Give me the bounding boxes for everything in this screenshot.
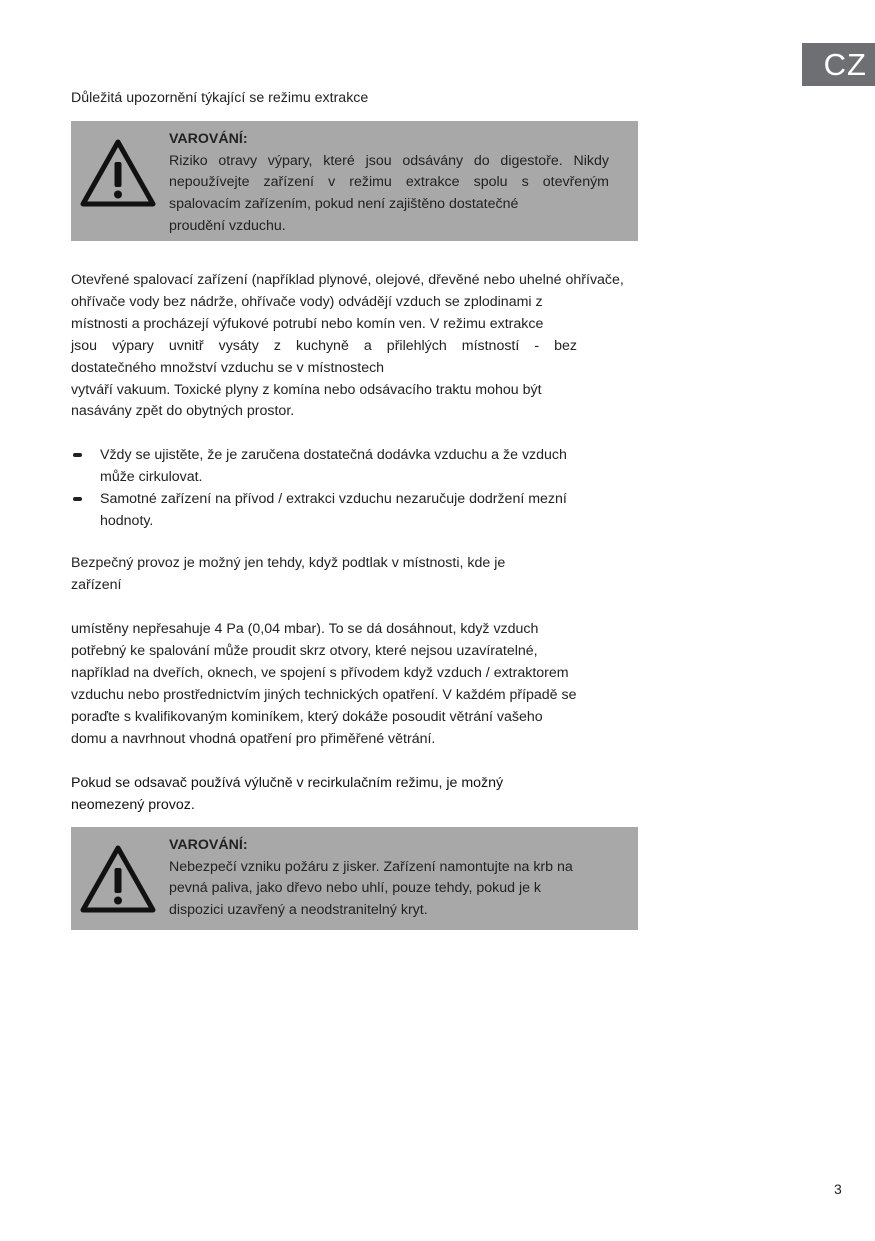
text-line: Otevřené spalovací zařízení (například plynové, olejové, dřevěné nebo uhelné ohřívače, <box>71 272 624 288</box>
text-line: potřebný ke spalování může proudit skrz otvory, které nejsou uzavíratelné, <box>71 642 538 659</box>
text-line: vzduchu nebo prostřednictvím jiných technických opatření. V každém případě se <box>71 686 577 703</box>
warning-title: VAROVÁNÍ: <box>169 131 248 147</box>
text-line: Samotné zařízení na přívod / extrakci vzduchu nezaručuje dodržení mezní <box>100 491 567 507</box>
text-line: poraďte s kvalifikovaným kominíkem, který dokáže posoudit větrání vašeho <box>71 708 543 725</box>
text-line: například na dveřích, oknech, ve spojení s přívodem když vzduch / extraktorem <box>71 664 569 681</box>
bullet-icon <box>73 497 82 501</box>
warning-triangle-icon <box>79 138 157 208</box>
text-line: neomezený provoz. <box>71 796 195 813</box>
paragraph-combustion <box>71 270 661 423</box>
warning-line: proudění vzduchu. <box>169 217 286 234</box>
text-line: Bezpečný provoz je možný jen tehdy, když podtlak v místnosti, kde je <box>71 555 506 571</box>
warning-triangle-icon <box>79 844 157 914</box>
text-line: Pokud se odsavač používá výlučně v recirkulačním režimu, je možný <box>71 775 504 791</box>
text-line: hodnoty. <box>100 513 154 529</box>
warning-line: Riziko otravy výpary, které jsou odsávány do digestoře. Nikdy <box>169 152 609 169</box>
warning-line: Nebezpečí vzniku požáru z jisker. Zařízení namontujte na krb na <box>169 858 573 875</box>
text-line: vytváří vakuum. Toxické plyny z komína nebo odsávacího traktu mohou být <box>71 381 542 398</box>
warning-line: dispozici uzavřený a neodstranitelný kryt. <box>169 902 428 919</box>
list-item <box>71 444 631 488</box>
text-line: ohřívače vody bez nádrže, ohřívače vody) odvádějí vzduch se zplodinami z <box>71 293 543 310</box>
warning-box-2 <box>71 827 638 930</box>
text-line: jsou výpary uvnitř vysáty z kuchyně a přilehlých místností - bez <box>71 337 577 354</box>
text-line: domu a navrhnout vhodná opatření pro přiměřené větrání. <box>71 730 436 747</box>
text-line: dostatečného množství vzduchu se v místnostech <box>71 359 385 376</box>
bullet-icon <box>73 453 82 457</box>
text-line: umístěny nepřesahuje 4 Pa (0,04 mbar). To se dá dosáhnout, když vzduch <box>71 621 539 637</box>
text-line: zařízení <box>71 576 122 593</box>
text-line: místnosti a procházejí výfukové potrubí nebo komín ven. V režimu extrakce <box>71 315 544 332</box>
list-item <box>71 488 631 532</box>
text-line: Vždy se ujistěte, že je zaručena dostatečná dodávka vzduchu a že vzduch <box>100 447 567 463</box>
section-heading: Důležitá upozornění týkající se režimu extrakce <box>71 90 369 106</box>
bullet-list <box>71 444 631 532</box>
warning-line: spalovacím zařízením, pokud není zajištěno dostatečné <box>169 196 519 213</box>
page-number: 3 <box>834 1181 842 1197</box>
paragraph-pressure <box>71 619 661 750</box>
paragraph-recirculation <box>71 773 661 817</box>
warning-box-1 <box>71 121 638 241</box>
text-line: nasávány zpět do obytných prostor. <box>71 403 295 420</box>
warning-title: VAROVÁNÍ: <box>169 837 248 853</box>
text-line: může cirkulovat. <box>100 469 203 485</box>
paragraph-safe-operation <box>71 553 661 597</box>
language-tab: CZ <box>802 43 875 86</box>
warning-line: nepoužívejte zařízení v režimu extrakce spolu s otevřeným <box>169 174 609 191</box>
warning-line: pevná paliva, jako dřevo nebo uhlí, pouze tehdy, pokud je k <box>169 880 542 897</box>
